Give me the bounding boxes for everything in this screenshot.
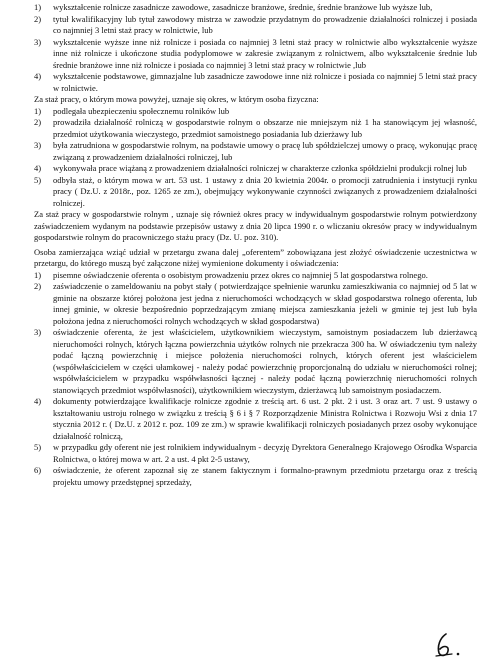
list-item: 5) w przypadku gdy oferent nie jest rolnikiem indywidualnym - decyzję Dyrektora Generalnego Krajowego Ośrodka Wsparcia Rolnictwa, o której mowa w art. 2 a ust. 4 pkt 2-5 ustawy, [34,442,477,464]
paragraph-staz: Za staż pracy, o którym mowa powyżej, uznaje się okres, w którym osoba fizyczna: [34,94,319,104]
list-item: 6) oświadczenie, że oferent zapoznał się ze stanem faktycznym i formalno-prawnym przedmiotu przetargu oraz z treścią projektu umowy przedstępnej sprzedaży, [34,465,477,487]
list-item: 2) tytuł kwalifikacyjny lub tytuł zawodowy mistrza w zawodzie przydatnym do prowadzenie działalności rolniczej i posiada co najmniej 3 letni staż pracy w rolnictwie, lub [34,13,477,35]
list-item: 4) wykształcenie podstawowe, gimnazjalne lub zasadnicze zawodowe inne niż rolnicze i posiada co najmniej 5 letni staż pracy w rolnictwie. [34,71,477,93]
list-item: 3) wykształcenie wyższe inne niż rolnicze i posiada co najmniej 3 letni staż pracy w rolnictwie albo wykształcenie wyższe inne niż rolnicze i ukończone studia podyplomowe w zakresie związanym z rolnictwem, albo wykształcenie średnie lub średnie branżowe inne niż rolnicze i posiada co najmniej 3 letni staż pracy w rolnictwie ,lub [34,36,477,70]
documents-list [34,270,477,489]
handwritten-page-mark [432,630,478,658]
list-item: 2) prowadziła działalność rolniczą w gospodarstwie rolnym o obszarze nie mniejszym niż 1 ha stanowiącym jej własność, przedmiot użytkowania wieczystego, przedmiot samoistnego posiadania lub dzierżawy lub [34,117,477,139]
work-experience-list [34,106,477,210]
list-item: 2) zaświadczenie o zameldowaniu na pobyt stały ( potwierdzające spełnienie warunku zamieszkiwania co najmniej od 5 lat w gminie na obszarze której położona jest jedna z nieruchomości wchodzących w skład gospodarstwa rolnego oferenta, lub innej gminie, w okresie bezpośrednio poprzedzającym zmianę miejsca zamieszkania jeżeli w gminie tej jest lub była położona jedna z nieruchomości rolnych wchodzących w skład gospodarstwa) [34,281,477,326]
list-item: 5) odbyła staż, o którym mowa w art. 53 ust. 1 ustawy z dnia 20 kwietnia 2004r. o promocji zatrudnienia i instytucji rynku pracy ( Dz.U. z 2018r., poz. 1265 ze zm.), obejmujący wykonywanie czynności związanych z prowadzeniem działalności rolniczej. [34,174,477,208]
list-item: 1) pisemne oświadczenie oferenta o osobistym prowadzeniu przez okres co najmniej 5 lat gospodarstwa rolnego. [34,269,428,280]
list-item: 3) była zatrudniona w gospodarstwie rolnym, na podstawie umowy o pracę lub spółdzielczej umowy o pracę, wykonując pracę związaną z prowadzeniem działalności rolniczej, lub [34,140,477,162]
list-item: 1) podlegała ubezpieczeniu społecznemu rolników lub [34,105,230,116]
paragraph-staz-rolny: Za staż pracy w gospodarstwie rolnym , uznaje się również okres pracy w indywidualnym gospodarstwie rolnym potwierdzony zaświadczeniem wydanym na podstawie przepisów ustawy z dnia 20 lipca 1990 r. o wliczaniu okresów pracy w indywidualnym gospodarstwie rolnym do pracowniczego stażu pracy (Dz. U. poz. 310). [34,209,477,242]
list-item: 4) dokumenty potwierdzające kwalifikacje rolnicze zgodnie z treścią art. 6 ust. 2 pkt. 2 i ust. 3 oraz art. 7 ust. 9 ustawy o kształtowaniu ustroju rolnego w związku z treścią § 6 i § 7 Rozporządzenie Ministra Rolnictwa i Rozwoju Wsi z dnia 17 stycznia 2012 r. ( Dz.U. z 2012 r. poz. 109 ze zm.) w sprawie kwalifikacji rolniczych posiadanych przez osoby wykonujące działalność rolniczą, [34,396,477,441]
paragraph-oferent: Osoba zamierzająca wziąć udział w przetargu zwana dalej „oferentem” zobowiązana jest złożyć oświadczenie uczestnictwa w przetargu, do którego muszą być załączone niżej wymienione dokumenty i oświadczenia: [34,246,477,268]
document-body [34,2,477,488]
qualifications-list [34,2,477,94]
list-item: 3) oświadczenie oferenta, że jest właścicielem, użytkownikiem wieczystym, samoistnym posiadaczem lub dzierżawcą nieruchomości rolnych, których łączna powierzchnia użytków rolnych nie przekracza 300 ha. W oświadczeniu tym należy podać łączną powierzchnię i miejsce położenia nieruchomości rolnych, których oferent jest właścicielem (współwłaścicielem w części ułamkowej - należy podać powierzchnię proporcjonalną do udziału w nieruchomości rolnej; współwłaścicielem w przypadku współwłasności łącznej - należy podać łączną powierzchnię nieruchomości rolnych stanowiących przedmiot współwłasności), użytkownikiem wieczystym, dzierżawcą lub samoistnym posiadaczem. [34,327,477,395]
list-item: 4) wykonywała prace wiążaną z prowadzeniem działalności rolniczej w charakterze członka spółdzielni produkcji rolnej lub [34,163,467,173]
list-item: 1) wykształcenie rolnicze zasadnicze zawodowe, zasadnicze branżowe, średnie, średnie branżowe lub wyższe lub, [34,2,433,12]
